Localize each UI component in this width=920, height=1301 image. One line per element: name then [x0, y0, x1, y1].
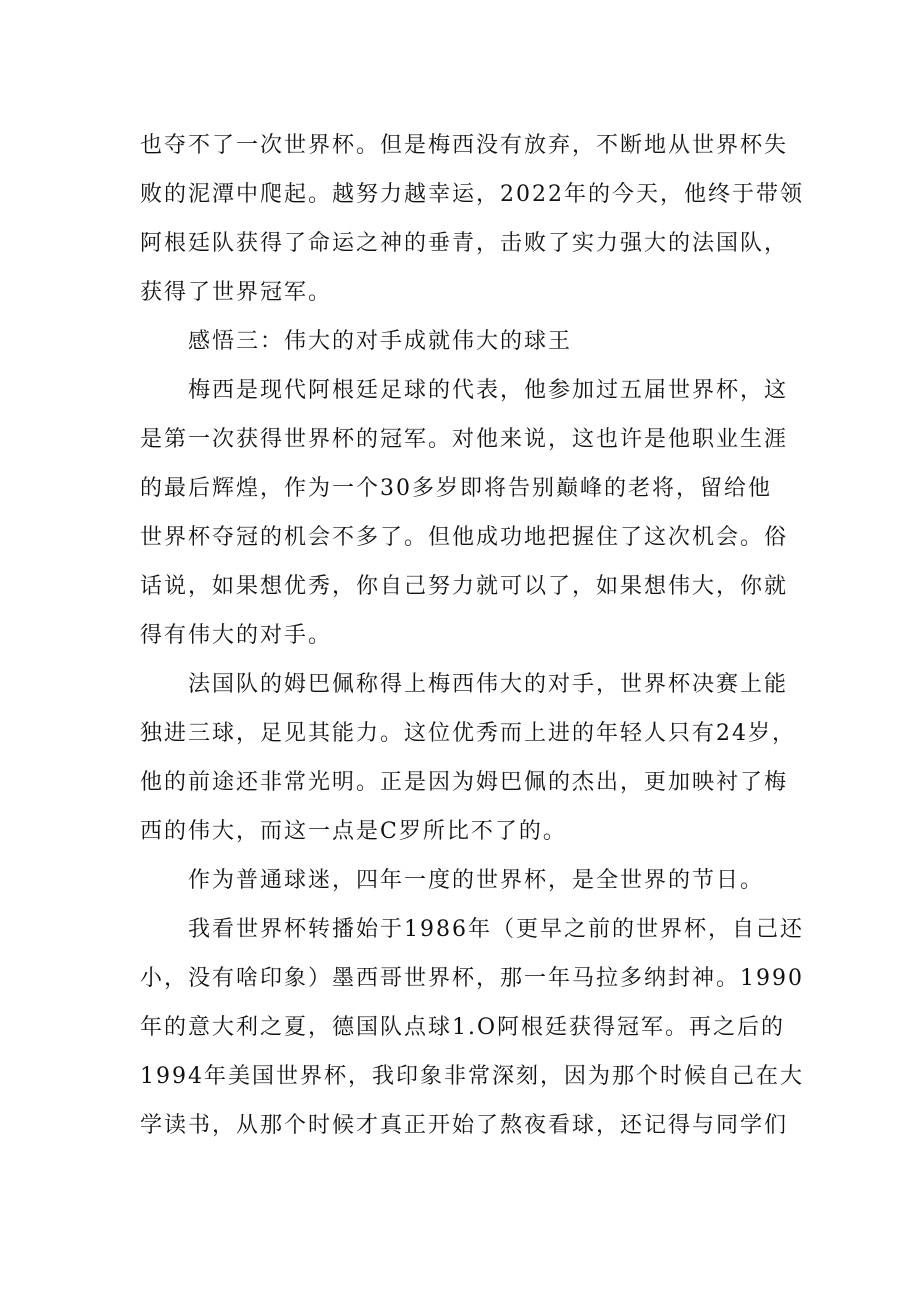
text-line: 梅西是现代阿根廷足球的代表，他参加过五届世界杯，这 — [188, 378, 789, 403]
text-line: 独进三球，足见其能力。这位优秀而上进的年轻人只有24岁， — [140, 721, 796, 746]
text-line: 作为普通球迷，四年一度的世界杯，是全世界的节日。 — [188, 868, 765, 893]
text-line: 西的伟大，而这一点是C罗所比不了的。 — [140, 819, 567, 844]
text-line: 获得了世界冠军。 — [140, 280, 333, 305]
text-line: 小，没有啥印象）墨西哥世界杯，那一年马拉多纳封神。1990 — [140, 966, 804, 991]
text-line: 阿根廷队获得了命运之神的垂青，击败了实力强大的法国队， — [140, 231, 789, 256]
text-line: 话说，如果想优秀，你自己努力就可以了，如果想伟大，你就 — [140, 574, 789, 599]
text-line: 年的意大利之夏，德国队点球1.O阿根廷获得冠军。再之后的 — [140, 1015, 786, 1040]
text-line: 是第一次获得世界杯的冠军。对他来说，这也许是他职业生涯 — [140, 427, 789, 452]
text-line: 也夺不了一次世界杯。但是梅西没有放弃，不断地从世界杯失 — [140, 133, 789, 158]
text-line: 的最后辉煌，作为一个30多岁即将告别巅峰的老将，留给他 — [140, 476, 772, 501]
text-line: 学读书，从那个时候才真正开始了熬夜看球，还记得与同学们 — [140, 1113, 789, 1138]
text-line: 1994年美国世界杯，我印象非常深刻，因为那个时候自己在大 — [140, 1064, 804, 1089]
text-line: 我看世界杯转播始于1986年（更早之前的世界杯，自己还 — [188, 917, 804, 942]
text-line: 世界杯夺冠的机会不多了。但他成功地把握住了这次机会。俗 — [140, 525, 789, 550]
text-line: 败的泥潭中爬起。越努力越幸运，2022年的今天，他终于带领 — [140, 182, 804, 207]
text-line: 法国队的姆巴佩称得上梅西伟大的对手，世界杯决赛上能 — [188, 672, 789, 697]
text-line: 得有伟大的对手。 — [140, 623, 333, 648]
text-line: 他的前途还非常光明。正是因为姆巴佩的杰出，更加映衬了梅 — [140, 770, 789, 795]
section-heading: 感悟三：伟大的对手成就伟大的球王 — [188, 329, 573, 354]
